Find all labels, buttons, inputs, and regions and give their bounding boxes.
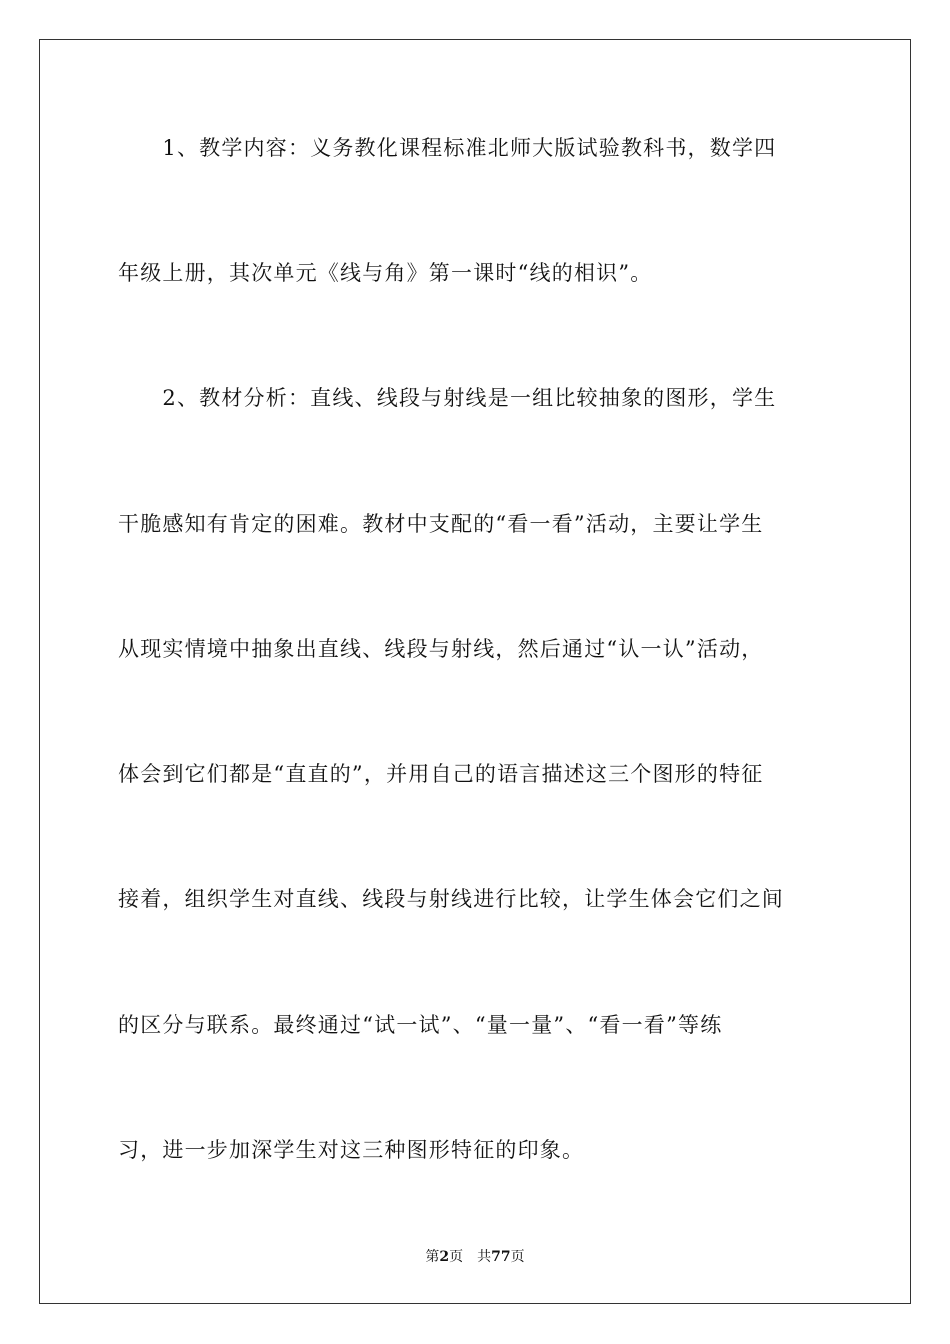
page-suffix: 页 [449,1249,464,1265]
text-line-5: 从现实情境中抽象出直线、线段与射线，然后通过“认一认”活动， [118,637,764,661]
page-prefix: 第 [425,1249,440,1265]
page-number: 2 [439,1249,450,1265]
text-line-8: 的区分与联系。最终通过“试一试”、“量一量”、“看一看”等练 [118,1013,723,1037]
text-line-6: 体会到它们都是“直直的”，并用自己的语言描述这三个图形的特征 [118,762,764,786]
page-footer [0,1248,950,1266]
total-pages: 77 [491,1249,511,1265]
text-line-3: 2、教材分析：直线、线段与射线是一组比较抽象的图形，学生 [118,386,777,410]
page-border [39,39,911,1304]
total-prefix: 共 [477,1249,492,1265]
text-line-9: 习，进一步加深学生对这三种图形特征的印象。 [118,1138,585,1162]
text-line-7: 接着，组织学生对直线、线段与射线进行比较，让学生体会它们之间 [118,887,784,911]
total-suffix: 页 [510,1249,525,1265]
text-line-2: 年级上册，其次单元《线与角》第一课时“线的相识”。 [118,261,653,285]
text-line-1: 1、教学内容：义务教化课程标准北师大版试验教科书，数学四 [118,136,777,160]
text-line-4: 干脆感知有肯定的困难。教材中支配的“看一看”活动，主要让学生 [118,512,764,536]
